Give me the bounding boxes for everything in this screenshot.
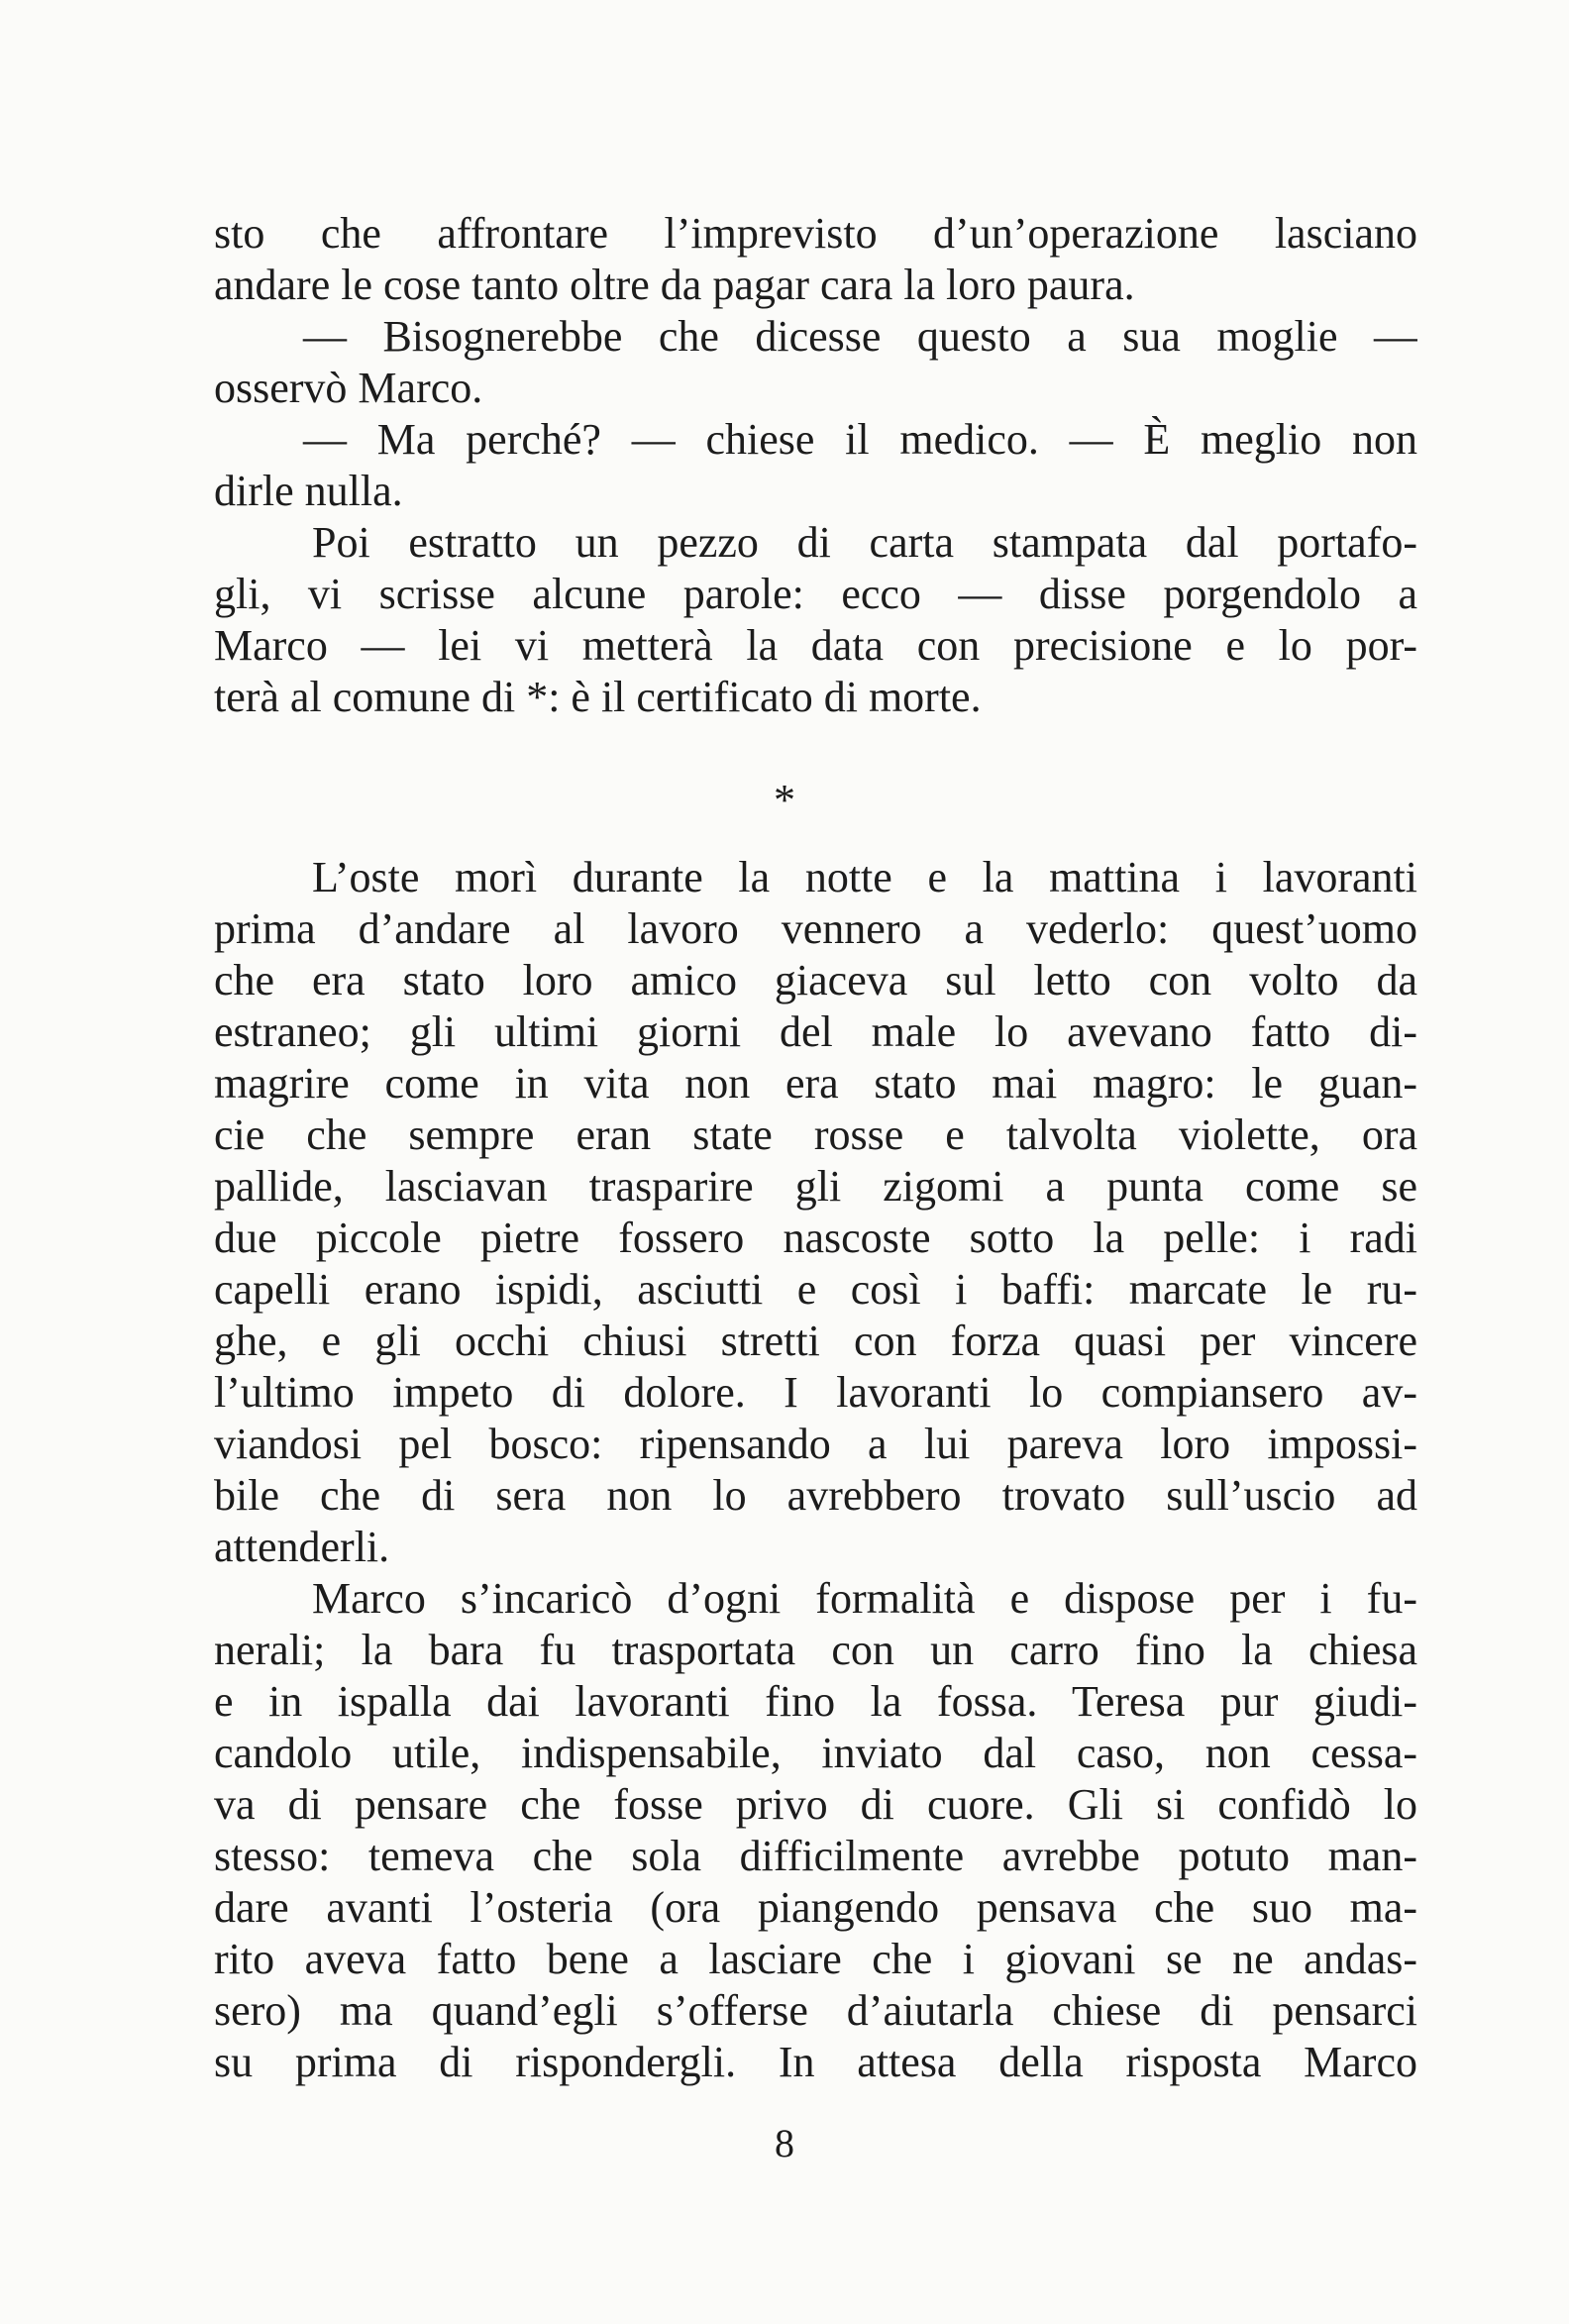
text-line: terà al comune di *: è il certificato di morte. — [214, 673, 982, 721]
text-line: Marco — lei vi metterà la data con precisione e lo por- — [214, 621, 1417, 670]
text-block-bottom — [214, 852, 1417, 2090]
text-block-top — [214, 208, 1417, 743]
text-line: stesso: temeva che sola difficilmente avrebbe potuto man- — [214, 1832, 1417, 1880]
text-line: che era stato loro amico giaceva sul letto con volto da — [214, 956, 1417, 1004]
text-line: bile che di sera non lo avrebbero trovato sull’uscio ad — [214, 1471, 1417, 1520]
text-line: nerali; la bara fu trasportata con un carro fino la chiesa — [214, 1626, 1417, 1674]
dialogue-line: — Bisognerebbe che dicesse questo a sua moglie — — [303, 312, 1417, 361]
text-line: sto che affrontare l’imprevisto d’un’operazione lasciano — [214, 209, 1417, 258]
text-line: dirle nulla. — [214, 467, 403, 515]
text-line: rito aveva fatto bene a lasciare che i giovani se ne andas- — [214, 1935, 1417, 1983]
paragraph-start-line: L’oste morì durante la notte e la mattina i lavoranti — [312, 853, 1417, 901]
text-line: ghe, e gli occhi chiusi stretti con forza quasi per vincere — [214, 1317, 1417, 1365]
text-line: prima d’andare al lavoro vennero a vederlo: quest’uomo — [214, 904, 1417, 953]
text-line: due piccole pietre fossero nascoste sotto la pelle: i radi — [214, 1214, 1417, 1262]
text-line: pallide, lasciavan trasparire gli zigomi a punta come se — [214, 1162, 1417, 1211]
section-separator: * — [774, 776, 795, 824]
text-line: e in ispalla dai lavoranti fino la fossa. Teresa pur giudi- — [214, 1677, 1417, 1726]
dialogue-line: — Ma perché? — chiese il medico. — È meglio non — [303, 415, 1417, 464]
text-line: sero) ma quand’egli s’offerse d’aiutarla chiese di pensarci — [214, 1986, 1417, 2035]
text-line: dare avanti l’osteria (ora piangendo pensava che suo ma- — [214, 1883, 1417, 1932]
text-line: attenderli. — [214, 1523, 390, 1571]
text-line: gli, vi scrisse alcune parole: ecco — disse porgendolo a — [214, 570, 1417, 618]
text-line: estraneo; gli ultimi giorni del male lo avevano fatto di- — [214, 1007, 1417, 1056]
text-line: candolo utile, indispensabile, inviato dal caso, non cessa- — [214, 1729, 1417, 1777]
paragraph-start-line: Poi estratto un pezzo di carta stampata dal portafo- — [312, 518, 1417, 567]
text-line: va di pensare che fosse privo di cuore. Gli si confidò lo — [214, 1780, 1417, 1829]
text-line: andare le cose tanto oltre da pagar cara la loro paura. — [214, 261, 1135, 309]
text-line: su prima di rispondergli. In attesa della risposta Marco — [214, 2038, 1417, 2086]
text-line: viandosi pel bosco: ripensando a lui pareva loro impossi- — [214, 1420, 1417, 1468]
text-line: magrire come in vita non era stato mai magro: le guan- — [214, 1059, 1417, 1108]
text-line: osservò Marco. — [214, 364, 483, 412]
text-line: cie che sempre eran state rosse e talvolta violette, ora — [214, 1110, 1417, 1159]
text-line: l’ultimo impeto di dolore. I lavoranti lo compiansero av- — [214, 1368, 1417, 1417]
page-number: 8 — [775, 2121, 794, 2166]
text-line: capelli erano ispidi, asciutti e così i baffi: marcate le ru- — [214, 1265, 1417, 1314]
paragraph-start-line: Marco s’incaricò d’ogni formalità e dispose per i fu- — [312, 1574, 1417, 1623]
